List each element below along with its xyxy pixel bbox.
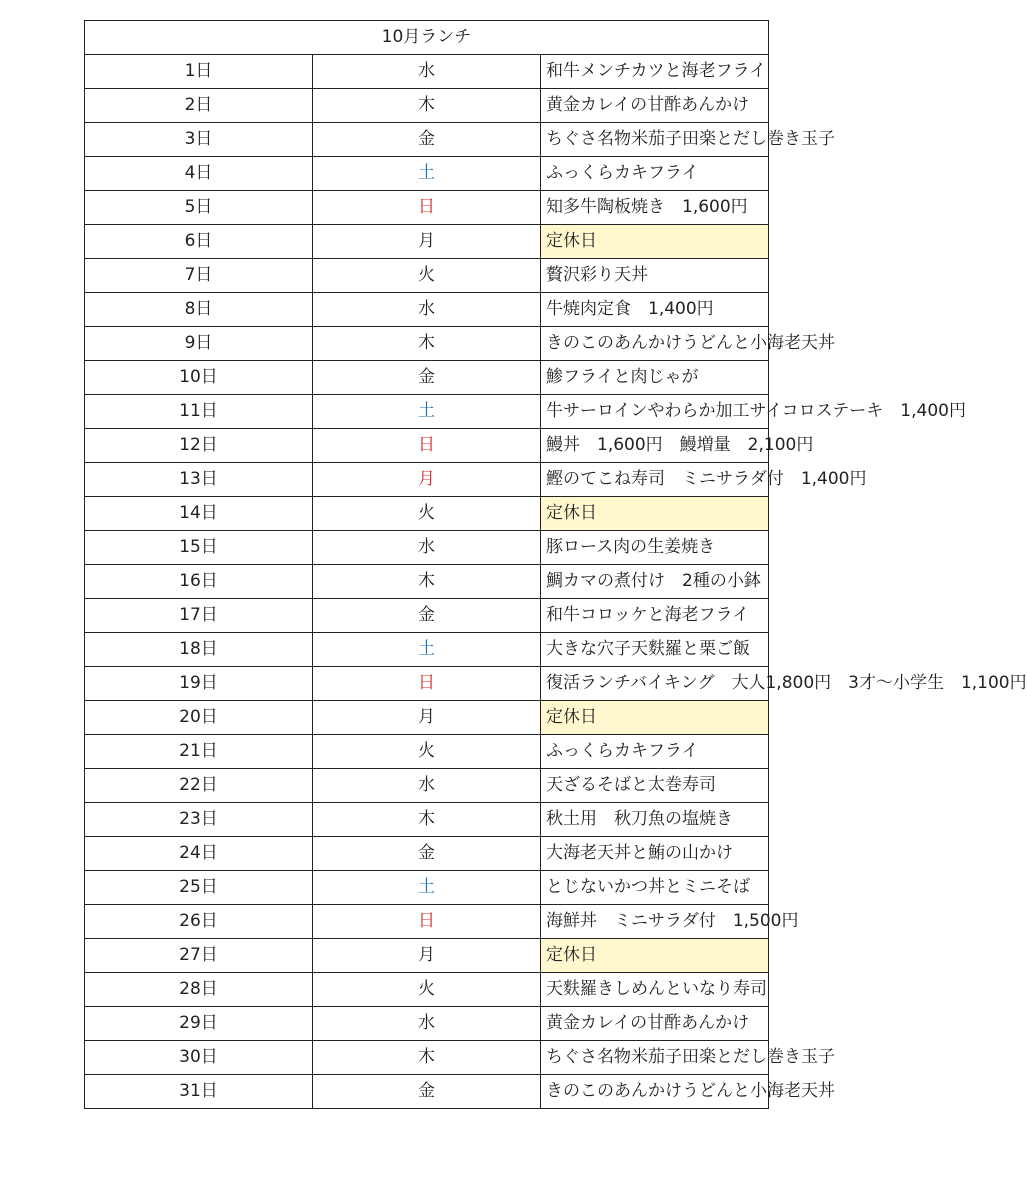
date-cell: 10日 (85, 361, 313, 395)
date-cell: 17日 (85, 599, 313, 633)
date-cell: 4日 (85, 157, 313, 191)
weekday-cell: 火 (313, 497, 541, 531)
date-cell: 7日 (85, 259, 313, 293)
menu-item-cell: 天麩羅きしめんといなり寿司 (541, 973, 769, 1007)
weekday-cell: 月 (313, 225, 541, 259)
table-row (85, 157, 769, 191)
date-cell: 28日 (85, 973, 313, 1007)
date-cell: 27日 (85, 939, 313, 973)
menu-item-cell: 黄金カレイの甘酢あんかけ (541, 89, 769, 123)
menu-item-cell: ふっくらカキフライ (541, 157, 769, 191)
table-row (85, 565, 769, 599)
date-cell: 23日 (85, 803, 313, 837)
date-cell: 22日 (85, 769, 313, 803)
weekday-cell: 木 (313, 327, 541, 361)
date-cell: 2日 (85, 89, 313, 123)
menu-item-cell: 鯵フライと肉じゃが (541, 361, 769, 395)
menu-item-cell: 鰹のてこね寿司 ミニサラダ付 1,400円 (541, 463, 769, 497)
table-row (85, 293, 769, 327)
weekday-cell: 金 (313, 599, 541, 633)
menu-item-cell: とじないかつ丼とミニそば (541, 871, 769, 905)
menu-item-cell: 天ざるそばと太巻寿司 (541, 769, 769, 803)
weekday-cell: 木 (313, 565, 541, 599)
table-row (85, 667, 769, 701)
table-title: 10月ランチ (85, 21, 769, 55)
weekday-cell: 土 (313, 157, 541, 191)
weekday-cell: 木 (313, 89, 541, 123)
weekday-cell: 火 (313, 973, 541, 1007)
table-row (85, 259, 769, 293)
table-row (85, 1041, 769, 1075)
menu-item-cell: 贅沢彩り天丼 (541, 259, 769, 293)
table-row (85, 735, 769, 769)
table-row (85, 123, 769, 157)
menu-item-cell: 大きな穴子天麩羅と栗ご飯 (541, 633, 769, 667)
table-row (85, 89, 769, 123)
closed-day-cell: 定休日 (541, 701, 769, 735)
menu-item-cell: 鰻丼 1,600円 鰻増量 2,100円 (541, 429, 769, 463)
menu-item-cell: ちぐさ名物米茄子田楽とだし巻き玉子 (541, 1041, 769, 1075)
table-row (85, 871, 769, 905)
menu-item-cell: 牛サーロインやわらか加工サイコロステーキ 1,400円 (541, 395, 769, 429)
lunch-menu-table (84, 20, 1027, 1109)
menu-item-cell: 牛焼肉定食 1,400円 (541, 293, 769, 327)
weekday-cell: 月 (313, 939, 541, 973)
menu-item-cell: ちぐさ名物米茄子田楽とだし巻き玉子 (541, 123, 769, 157)
weekday-cell: 日 (313, 429, 541, 463)
date-cell: 1日 (85, 55, 313, 89)
table-row (85, 803, 769, 837)
menu-rows (85, 55, 1027, 1109)
date-cell: 15日 (85, 531, 313, 565)
weekday-cell: 月 (313, 701, 541, 735)
table-row (85, 361, 769, 395)
table-row (85, 225, 769, 259)
table-row (85, 55, 769, 89)
table-row (85, 939, 769, 973)
weekday-cell: 水 (313, 769, 541, 803)
table-row (85, 429, 769, 463)
date-cell: 12日 (85, 429, 313, 463)
weekday-cell: 火 (313, 259, 541, 293)
weekday-cell: 火 (313, 735, 541, 769)
table-row (85, 191, 769, 225)
table-row (85, 701, 769, 735)
menu-item-cell: きのこのあんかけうどんと小海老天丼 (541, 1075, 769, 1109)
weekday-cell: 水 (313, 1007, 541, 1041)
date-cell: 19日 (85, 667, 313, 701)
date-cell: 18日 (85, 633, 313, 667)
weekday-cell: 木 (313, 803, 541, 837)
date-cell: 24日 (85, 837, 313, 871)
menu-item-cell: きのこのあんかけうどんと小海老天丼 (541, 327, 769, 361)
menu-item-cell: 黄金カレイの甘酢あんかけ (541, 1007, 769, 1041)
weekday-cell: 水 (313, 55, 541, 89)
table-title-row (85, 21, 769, 55)
weekday-cell: 日 (313, 667, 541, 701)
menu-item-cell: 和牛コロッケと海老フライ (541, 599, 769, 633)
table-row (85, 769, 769, 803)
date-cell: 13日 (85, 463, 313, 497)
table-row (85, 531, 769, 565)
date-cell: 8日 (85, 293, 313, 327)
table-row (85, 905, 769, 939)
weekday-cell: 日 (313, 191, 541, 225)
weekday-cell: 金 (313, 123, 541, 157)
date-cell: 14日 (85, 497, 313, 531)
date-cell: 20日 (85, 701, 313, 735)
menu-item-cell: 秋土用 秋刀魚の塩焼き (541, 803, 769, 837)
table-row (85, 395, 769, 429)
weekday-cell: 水 (313, 293, 541, 327)
menu-item-cell: 復活ランチバイキング 大人1,800円 3才～小学生 1,100円 (541, 667, 769, 701)
weekday-cell: 水 (313, 531, 541, 565)
date-cell: 31日 (85, 1075, 313, 1109)
date-cell: 16日 (85, 565, 313, 599)
date-cell: 29日 (85, 1007, 313, 1041)
date-cell: 26日 (85, 905, 313, 939)
closed-day-cell: 定休日 (541, 939, 769, 973)
menu-item-cell: 鯛カマの煮付け 2種の小鉢 (541, 565, 769, 599)
weekday-cell: 月 (313, 463, 541, 497)
table-row (85, 837, 769, 871)
closed-day-cell: 定休日 (541, 497, 769, 531)
weekday-cell: 金 (313, 361, 541, 395)
date-cell: 21日 (85, 735, 313, 769)
weekday-cell: 木 (313, 1041, 541, 1075)
date-cell: 5日 (85, 191, 313, 225)
menu-item-cell: 和牛メンチカツと海老フライ (541, 55, 769, 89)
menu-item-cell: 知多牛陶板焼き 1,600円 (541, 191, 769, 225)
closed-day-cell: 定休日 (541, 225, 769, 259)
table-row (85, 973, 769, 1007)
date-cell: 25日 (85, 871, 313, 905)
menu-item-cell: 大海老天丼と鮪の山かけ (541, 837, 769, 871)
table-row (85, 599, 769, 633)
table-row (85, 497, 769, 531)
weekday-cell: 土 (313, 871, 541, 905)
weekday-cell: 日 (313, 905, 541, 939)
weekday-cell: 金 (313, 1075, 541, 1109)
table-row (85, 1007, 769, 1041)
weekday-cell: 土 (313, 395, 541, 429)
date-cell: 6日 (85, 225, 313, 259)
table-row (85, 463, 769, 497)
date-cell: 11日 (85, 395, 313, 429)
date-cell: 30日 (85, 1041, 313, 1075)
table-row (85, 327, 769, 361)
table-row (85, 633, 769, 667)
date-cell: 9日 (85, 327, 313, 361)
weekday-cell: 土 (313, 633, 541, 667)
menu-item-cell: 豚ロース肉の生姜焼き (541, 531, 769, 565)
weekday-cell: 金 (313, 837, 541, 871)
table-row (85, 1075, 769, 1109)
date-cell: 3日 (85, 123, 313, 157)
menu-item-cell: ふっくらカキフライ (541, 735, 769, 769)
menu-item-cell: 海鮮丼 ミニサラダ付 1,500円 (541, 905, 769, 939)
